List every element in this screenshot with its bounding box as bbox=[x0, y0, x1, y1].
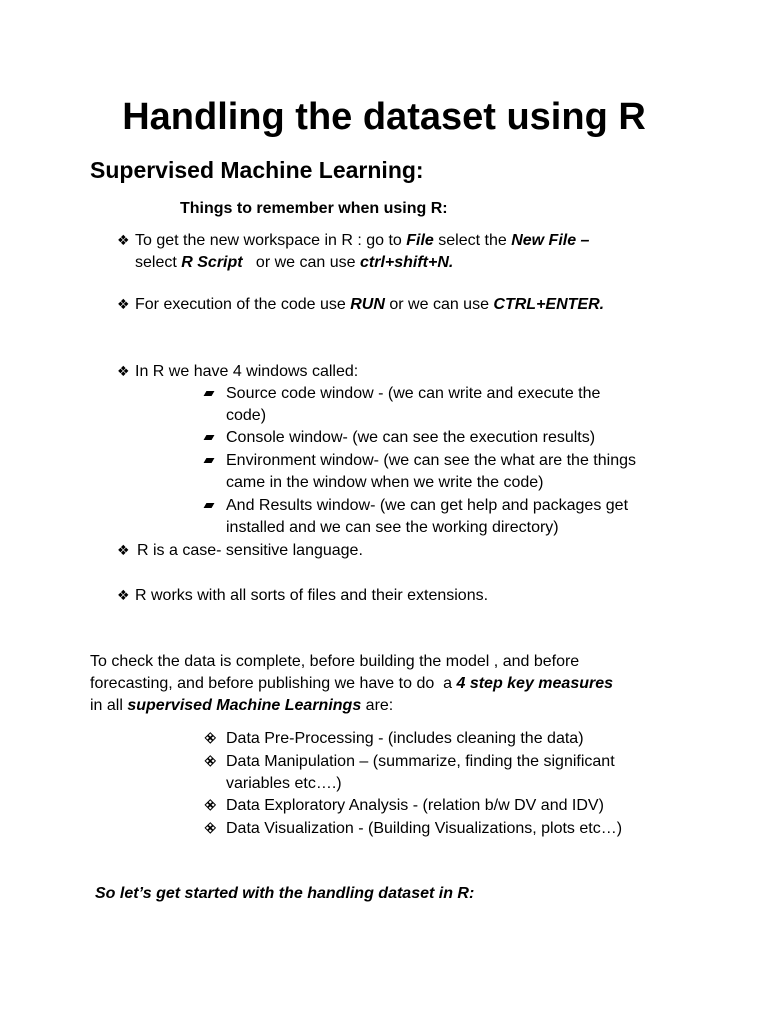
page-title: Handling the dataset using R bbox=[122, 96, 646, 138]
hollow-diamond-bullet-icon: ❖ bbox=[204, 731, 217, 747]
diamond-bullet-icon: ❖ bbox=[117, 588, 130, 604]
list-item: ❖ Data Visualization - (Building Visualizations, plots etc…) bbox=[204, 818, 684, 840]
square-bullet-icon bbox=[204, 458, 215, 463]
hollow-diamond-bullet-icon: ❖ bbox=[204, 754, 217, 770]
list-item: ❖ Data Manipulation – (summarize, finding the significant variables etc….) bbox=[204, 753, 615, 792]
bullet-windows: ❖ In R we have 4 windows called: bbox=[117, 361, 717, 383]
list-item: ❖ Data Exploratory Analysis - (relation b/w DV and IDV) bbox=[204, 795, 684, 817]
diamond-bullet-icon: ❖ bbox=[117, 543, 130, 559]
section-heading: Supervised Machine Learning: bbox=[90, 157, 424, 183]
diamond-bullet-icon: ❖ bbox=[117, 364, 130, 380]
remember-heading: Things to remember when using R: bbox=[180, 200, 448, 217]
diamond-bullet-icon: ❖ bbox=[117, 233, 130, 249]
hollow-diamond-bullet-icon: ❖ bbox=[204, 798, 217, 814]
intro-paragraph: To check the data is complete, before building the model , and before forecasting, and before publishing we have to do a 4 step key measures in all supervised Machine Learnings are: bbox=[90, 653, 614, 714]
bullet-new-workspace: ❖ To get the new workspace in R : go to File select the New File – select R Script or we can use ctrl+shift+N. bbox=[117, 232, 590, 271]
bullet-file-types: ❖ R works with all sorts of files and their extensions. bbox=[117, 585, 717, 607]
square-bullet-icon bbox=[204, 503, 215, 508]
square-bullet-icon bbox=[204, 435, 215, 440]
list-item: Source code window - (we can write and execute the code) bbox=[205, 383, 685, 427]
list-item: And Results window- (we can get help and packages get installed and we can see the working directory) bbox=[205, 495, 685, 539]
list-item: Console window- (we can see the execution results) bbox=[205, 427, 685, 449]
square-bullet-icon bbox=[204, 391, 215, 396]
bullet-case-sensitive: ❖ R is a case- sensitive language. bbox=[117, 540, 717, 562]
closing-line: So let’s get started with the handling dataset in R: bbox=[95, 885, 475, 902]
diamond-bullet-icon: ❖ bbox=[117, 297, 130, 313]
hollow-diamond-bullet-icon: ❖ bbox=[204, 821, 217, 837]
list-item: ❖ Data Pre-Processing - (includes cleaning the data) bbox=[204, 728, 684, 750]
list-item: Environment window- (we can see the what are the things came in the window when we write the code) bbox=[205, 450, 685, 494]
bullet-execution: ❖ For execution of the code use RUN or we can use CTRL+ENTER. bbox=[117, 294, 717, 316]
